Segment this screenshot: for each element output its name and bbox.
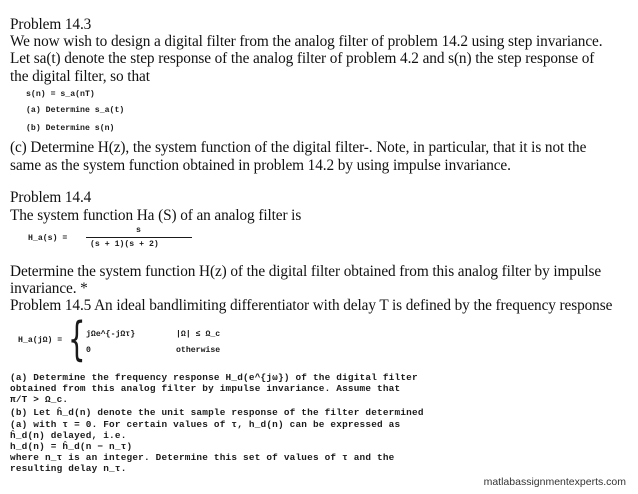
problem-14-3-equation: s(n) = s_a(nT) xyxy=(26,90,95,99)
problem-14-4-fraction-bar xyxy=(86,237,192,238)
problem-14-5-case-1-expression: jΩe^{-jΩτ} xyxy=(86,330,136,339)
problem-14-5-case-2-expression: 0 xyxy=(86,346,91,355)
problem-14-5-title-line: Problem 14.5 An ideal bandlimiting differentiator with delay T is defined by the frequency response xyxy=(10,297,613,314)
problem-14-3-title: Problem 14.3 xyxy=(10,16,92,33)
problem-14-4-equation-denominator: (s + 1)(s + 2) xyxy=(90,240,159,249)
problem-14-5-equation-lhs: H_a(jΩ) = xyxy=(18,336,63,345)
problem-14-5-part-a-line-2: obtained from this analog filter by impulse invariance. Assume that xyxy=(10,383,401,394)
problem-14-3-part-c-line-2: same as the system function obtained in problem 14.2 by using impulse invariance. xyxy=(10,157,511,174)
problem-14-3-intro-line-2: Let sa(t) denote the step response of the analog filter of problem 4.2 and s(n) the step response of xyxy=(10,50,595,67)
problem-14-5-part-b-line-5: where n_τ is an integer. Determine this set of values of τ and the xyxy=(10,452,395,463)
problem-14-4-task-line-1: Determine the system function H(z) of the digital filter obtained from this analog filter by impulse xyxy=(10,263,602,280)
problem-14-5-part-b-line-2: (a) with τ = 0. For certain values of τ, h_d(n) can be expressed as xyxy=(10,419,401,430)
problem-14-5-part-b-line-4: h_d(n) = ĥ_d(n − n_τ) xyxy=(10,441,133,452)
problem-14-3-intro-line-3: the digital filter, so that xyxy=(10,68,150,85)
problem-14-5-case-1-condition: |Ω| ≤ Ω_c xyxy=(176,330,221,339)
problem-14-4-title: Problem 14.4 xyxy=(10,189,92,206)
problem-14-4-intro: The system function Ha (S) of an analog filter is xyxy=(10,207,302,224)
problem-14-4-equation-lhs: H_a(s) = xyxy=(28,234,68,243)
problem-14-5-part-b-line-6: resulting delay n_τ. xyxy=(10,463,127,474)
problem-14-5-case-2-condition: otherwise xyxy=(176,346,221,355)
problem-14-3-part-a: (a) Determine s_a(t) xyxy=(26,106,125,115)
problem-14-5-part-a-line-3: π/T > Ω_c. xyxy=(10,394,69,405)
problem-14-5-part-b-line-3: ĥ_d(n) delayed, i.e. xyxy=(10,430,127,441)
problem-14-4-task-line-2: invariance. * xyxy=(10,280,88,297)
problem-14-4-equation-numerator: s xyxy=(136,226,141,235)
problem-14-3-part-b: (b) Determine s(n) xyxy=(26,124,115,133)
problem-14-5-part-b-line-1: (b) Let ĥ_d(n) denote the unit sample response of the filter determined xyxy=(10,407,424,418)
left-brace-icon: { xyxy=(68,312,86,366)
problem-14-5-part-a-line-1: (a) Determine the frequency response H_d(e^{jω}) of the digital filter xyxy=(10,372,418,383)
problem-14-3-intro-line-1: We now wish to design a digital filter from the analog filter of problem 14.2 using step invariance. xyxy=(10,33,603,50)
problem-14-3-part-c-line-1: (c) Determine H(z), the system function of the digital filter-. Note, in particular, that it is not the xyxy=(10,139,587,156)
footer-site-link[interactable]: matlabassignmentexperts.com xyxy=(483,476,626,488)
